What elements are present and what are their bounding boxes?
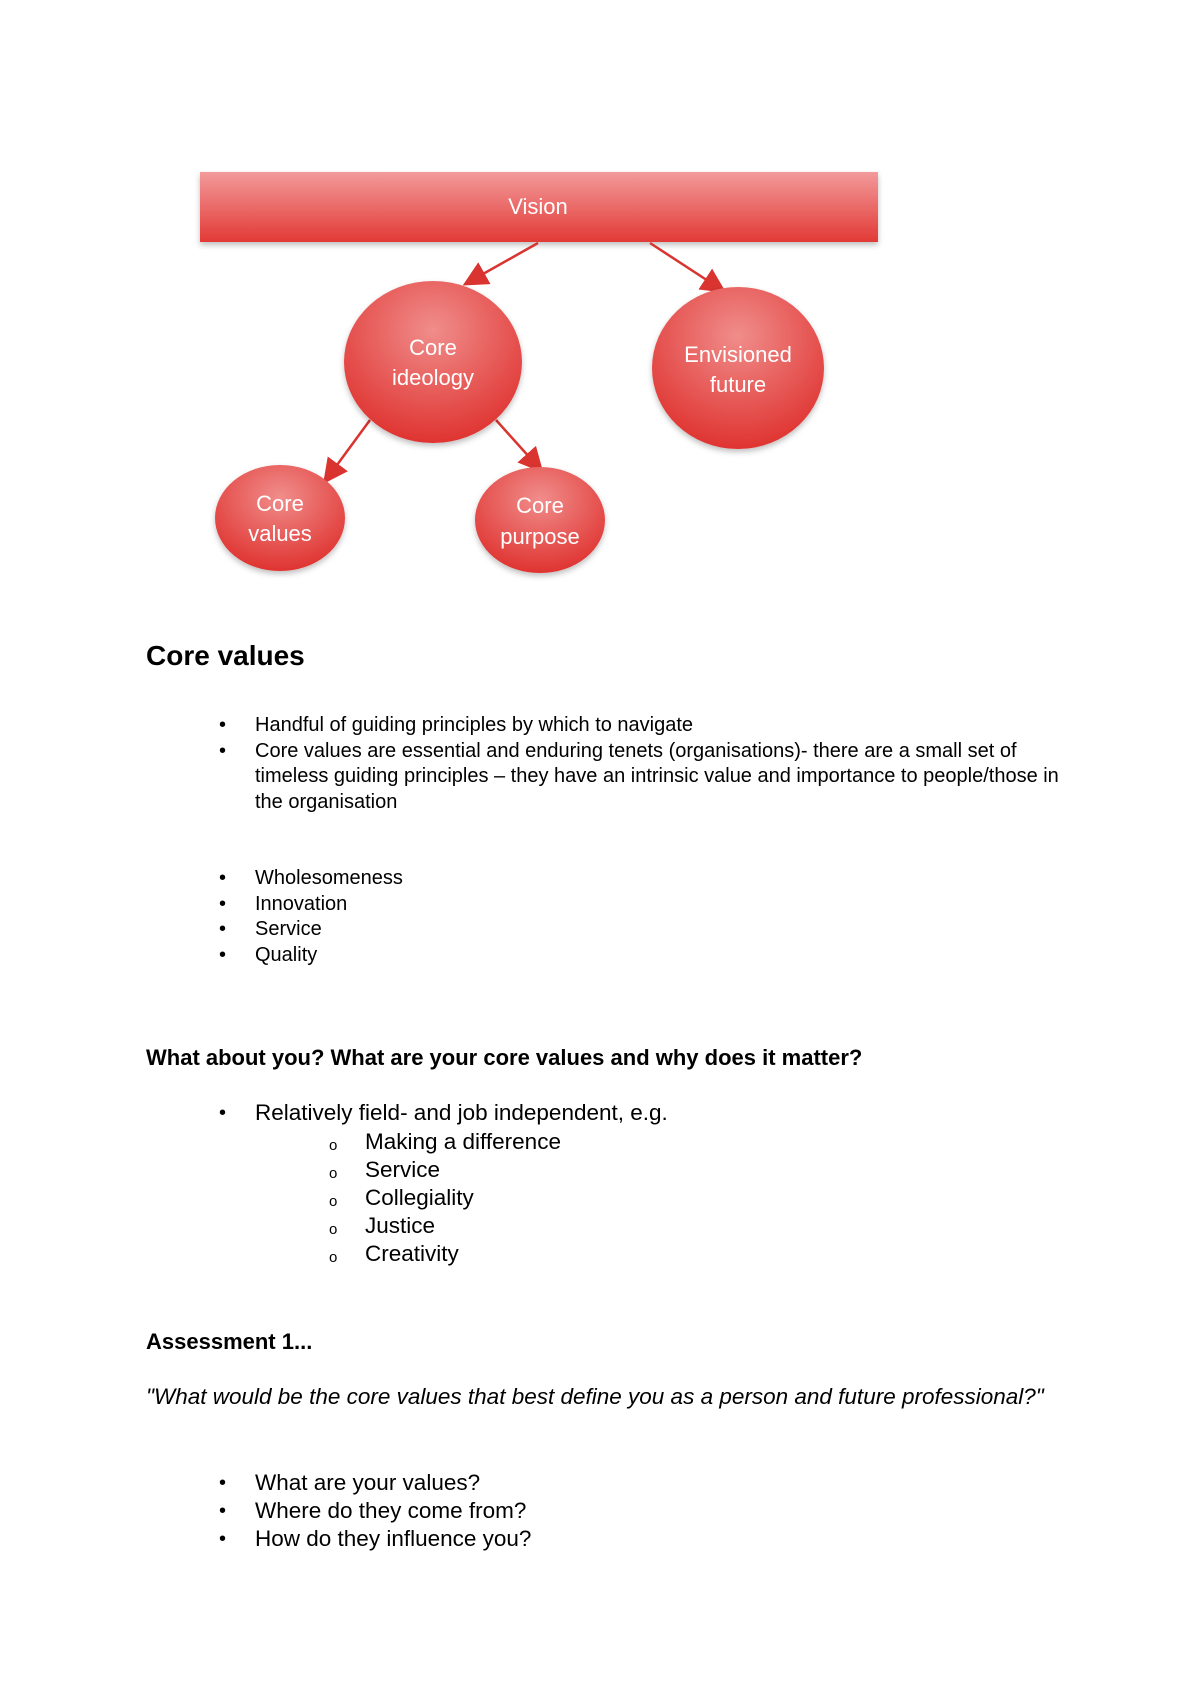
list-item: o Collegiality <box>146 1184 1086 1212</box>
core-values-examples <box>146 866 1086 968</box>
core-purpose-label-line2: purpose <box>500 524 580 549</box>
core-purpose-label-line1: Core <box>516 493 564 518</box>
about-you-bullet-text: Relatively field- and job independent, e.g. <box>255 1100 668 1125</box>
envisioned-future-node <box>652 287 824 449</box>
arrow-vision-to-core-ideology <box>467 243 538 283</box>
assessment-heading: Assessment 1... <box>146 1329 313 1354</box>
core-ideology-node <box>344 281 522 443</box>
list-item: • Quality <box>146 943 1086 969</box>
list-item: • Service <box>146 917 1086 943</box>
list-item: • What are your values? <box>146 1469 1086 1497</box>
list-item: o Creativity <box>146 1240 1086 1268</box>
arrow-vision-to-envisioned-future <box>650 243 722 290</box>
arrow-core-ideology-to-core-purpose <box>496 420 540 469</box>
about-you-heading: What about you? What are your core values and why does it matter? <box>146 1045 863 1070</box>
core-values-label-line2: values <box>248 521 312 546</box>
about-you-bullets <box>146 1099 1086 1127</box>
list-item: o Making a difference <box>146 1128 1086 1156</box>
vision-diagram <box>0 0 1200 600</box>
core-values-heading: Core values <box>146 640 305 671</box>
assessment-quote: "What would be the core values that best define you as a person and future professional?" <box>146 1384 1044 1409</box>
arrow-core-ideology-to-core-values <box>326 420 370 480</box>
list-item: • Where do they come from? <box>146 1497 1086 1525</box>
vision-label: Vision <box>508 194 568 219</box>
envisioned-future-label-line1: Envisioned <box>684 342 792 367</box>
list-item: • Innovation <box>146 892 1086 918</box>
envisioned-future-label-line2: future <box>709 372 767 397</box>
core-values-bullets <box>146 713 1086 815</box>
core-ideology-label-line2: ideology <box>392 365 474 390</box>
list-item: • Core values are essential and enduring tenets (organisations)- there are a small set of timeless guiding principles – they have an intrinsic value and importance to people/those in the organisation <box>146 739 1086 816</box>
list-item: • Handful of guiding principles by which to navigate <box>146 713 1086 739</box>
assessment-questions <box>146 1469 1086 1553</box>
core-purpose-node <box>475 467 605 573</box>
list-item: • How do they influence you? <box>146 1525 1086 1553</box>
vision-bar <box>200 172 878 242</box>
core-ideology-label-line1: Core <box>409 335 457 360</box>
core-values-label-line1: Core <box>256 491 304 516</box>
list-item: o Justice <box>146 1212 1086 1240</box>
list-item: • Wholesomeness <box>146 866 1086 892</box>
core-values-node <box>215 465 345 571</box>
about-you-sub-items <box>146 1128 1086 1268</box>
list-item: o Service <box>146 1156 1086 1184</box>
list-item <box>146 1099 1086 1127</box>
